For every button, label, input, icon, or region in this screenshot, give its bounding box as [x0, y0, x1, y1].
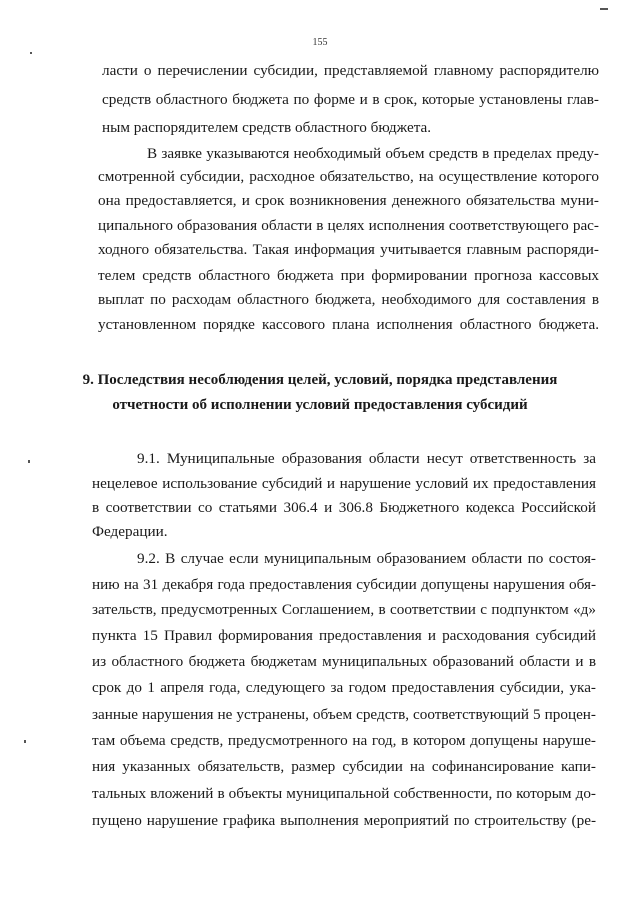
text-line: занные нарушения не устранены, объем средств, соответствующий 5 процен-: [92, 706, 596, 723]
scan-speck: [600, 8, 608, 10]
text-line: нию на 31 декабря года предоставления субсидии допущены нарушения обя-: [92, 576, 596, 593]
text-line: ципального образования области в целях исполнения соответствующего рас-: [98, 217, 599, 234]
text-line: средств областного бюджета по форме и в срок, которые установлены глав-: [102, 91, 599, 108]
text-line: пункта 15 Правил формирования предоставления и расходования субсидий: [92, 627, 596, 644]
heading-line: отчетности об исполнении условий предоставления субсидий: [112, 397, 528, 413]
text-line: установленном порядке кассового плана исполнения областного бюджета.: [98, 316, 599, 333]
text-line: В заявке указываются необходимый объем средств в пределах преду-: [147, 145, 599, 162]
text-line: нецелевое использование субсидий и нарушение условий их предоставления: [92, 475, 596, 492]
text-line: ным распорядителем средств областного бюджета.: [102, 119, 432, 136]
text-line: ласти о перечислении субсидии, представляемой главному распорядителю: [102, 62, 599, 79]
text-line: ходного обязательства. Такая информация учитывается главным распоряди-: [98, 241, 599, 258]
text-line: она предоставляется, и срок возникновения денежного обязательства муни-: [98, 192, 599, 209]
text-line: там объема средств, предусмотренного на год, в котором допущены наруше-: [92, 732, 596, 749]
text-line: пущено нарушение графика выполнения мероприятий по строительству (ре-: [92, 812, 596, 829]
text-line: Федерации.: [92, 523, 168, 540]
text-line: смотренной субсидии, расходное обязательство, на осуществление которого: [98, 168, 599, 185]
scan-speck: [28, 460, 30, 463]
text-line: ния указанных обязательств, размер субсидии на софинансирование капи-: [92, 758, 596, 775]
text-line: в соответствии со статьями 306.4 и 306.8 Бюджетного кодекса Российской: [92, 499, 596, 516]
text-line: 9.2. В случае если муниципальным образованием области по состоя-: [137, 550, 596, 567]
heading-line: 9. Последствия несоблюдения целей, условий, порядка представления: [82, 372, 558, 388]
text-line: срок до 1 апреля года, следующего за годом предоставления субсидии, ука-: [92, 679, 596, 696]
text-line: зательств, предусмотренных Соглашением, в соответствии с подпунктом «д»: [92, 601, 596, 618]
scan-speck: [30, 52, 32, 54]
text-line: из областного бюджета бюджетам муниципальных образований области и в: [92, 653, 596, 670]
text-line: тальных вложений в объекты муниципальной собственности, по которым до-: [92, 785, 596, 802]
page-number: 155: [312, 37, 328, 48]
text-line: 9.1. Муниципальные образования области несут ответственность за: [137, 450, 596, 467]
text-line: телем средств областного бюджета при формировании прогноза кассовых: [98, 267, 599, 284]
text-line: выплат по расходам областного бюджета, необходимого для составления в: [98, 291, 599, 308]
scan-speck: [24, 740, 26, 743]
